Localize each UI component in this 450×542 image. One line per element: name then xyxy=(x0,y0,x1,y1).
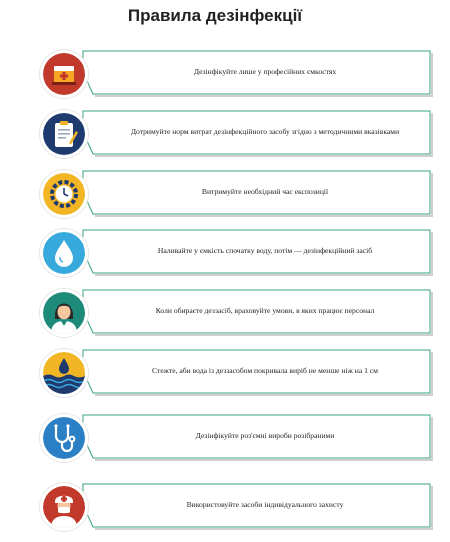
rule-text: Стежте, аби вода із деззасобом покривала виріб не менше ніж на 1 см xyxy=(152,366,378,376)
rule-text: Коли обираєте деззасіб, враховуйте умови, в яких працює персонал xyxy=(155,306,375,316)
rule-row-7 xyxy=(40,414,436,462)
water-drop-icon xyxy=(40,229,88,277)
rule-box xyxy=(82,170,434,218)
rule-text: Дезінфікуйте роз'ємні вироби розібраними xyxy=(195,431,335,441)
rule-row-8 xyxy=(40,483,436,531)
rule-box xyxy=(82,483,434,531)
rule-row-1 xyxy=(40,50,436,98)
water-level-icon xyxy=(40,349,88,397)
rule-row-2 xyxy=(40,110,436,158)
rule-text: Дотримуйте норм витрат дезінфекційного засобу згідно з методичними вказівками xyxy=(130,127,400,137)
clipboard-icon xyxy=(40,110,88,158)
medic-icon xyxy=(40,483,88,531)
rule-box xyxy=(82,110,434,158)
rule-text: Дезінфікуйте лише у професійних ємкостях xyxy=(193,67,337,77)
gear-clock-icon xyxy=(40,170,88,218)
rule-box xyxy=(82,229,434,277)
stethoscope-icon xyxy=(40,414,88,462)
page-title: Правила дезінфекції xyxy=(127,6,303,25)
rule-box xyxy=(82,289,434,337)
rule-box xyxy=(82,349,434,397)
nurse-icon xyxy=(40,289,88,337)
rule-text: Витримуйте необхідний час експозиції xyxy=(201,187,329,197)
rule-row-6 xyxy=(40,349,436,397)
medical-kit-icon xyxy=(40,50,88,98)
rule-text: Використовуйте засоби індивідуального захисту xyxy=(186,500,344,510)
rule-row-5 xyxy=(40,289,436,337)
rule-text: Наливайте у ємкість спочатку воду, потім — дезінфекційний засіб xyxy=(157,246,373,256)
rule-row-3 xyxy=(40,170,436,218)
rule-box xyxy=(82,50,434,98)
rule-box xyxy=(82,414,434,462)
rule-row-4 xyxy=(40,229,436,277)
